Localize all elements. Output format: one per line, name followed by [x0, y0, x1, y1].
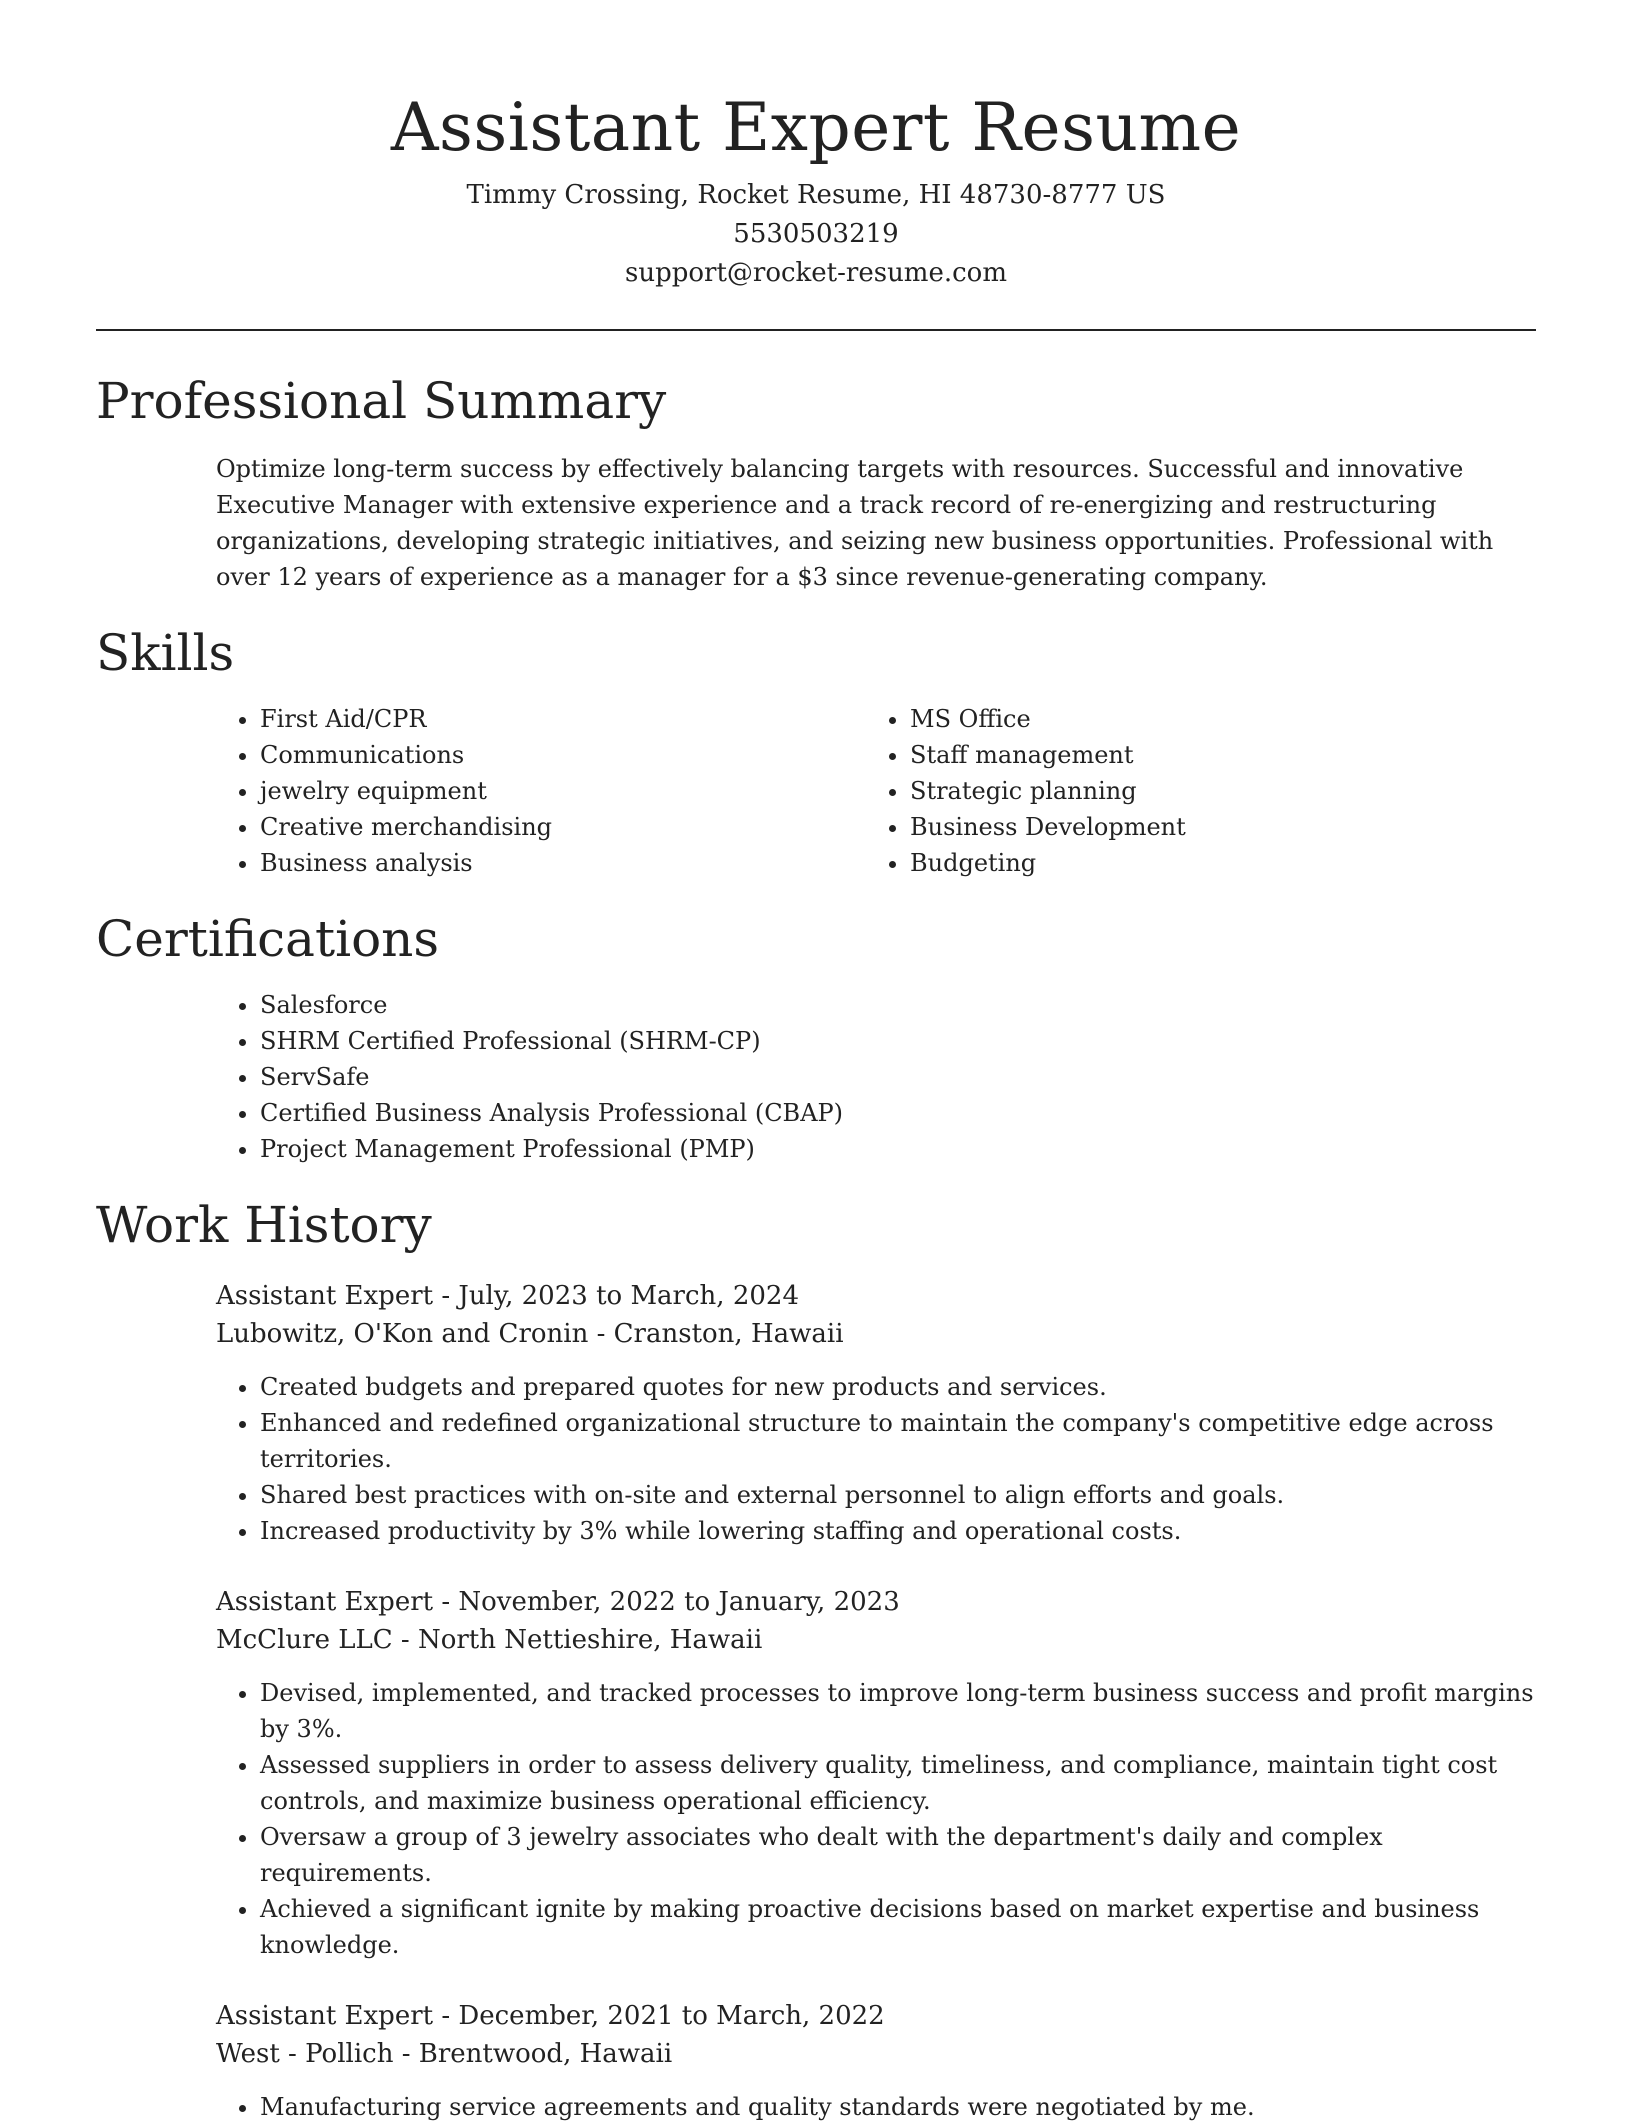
job-bullets [260, 1675, 1546, 1963]
certification-item: • SHRM Certified Professional (SHRM-CP) [260, 1023, 1536, 1059]
header-divider [96, 329, 1536, 331]
contact-phone: 5530503219 [733, 219, 899, 249]
skills-heading: Skills [96, 624, 235, 682]
contact-block [96, 176, 1536, 293]
contact-address: Timmy Crossing, Rocket Resume, HI 48730-8777 US [466, 180, 1166, 210]
work-history-heading: Work History [96, 1196, 432, 1254]
skills-list-right [910, 701, 1510, 881]
skill-item: • Budgeting [910, 845, 1510, 881]
certifications-list [260, 987, 1536, 1167]
certifications-heading: Certifications [96, 910, 440, 968]
job-company-location: Lubowitz, O'Kon and Cronin - Cranston, Hawaii [216, 1319, 844, 1349]
resume-title: Assistant Expert Resume [390, 89, 1242, 166]
job-entry [216, 1997, 1536, 2125]
job-bullet: • Oversaw a group of 3 jewelry associates who dealt with the department's daily and complex requirements. [260, 1819, 1546, 1891]
skill-item: • First Aid/CPR [260, 701, 910, 737]
job-role-dates: Assistant Expert - November, 2022 to January, 2023 [216, 1587, 900, 1617]
job-bullet: • Assessed suppliers in order to assess delivery quality, timeliness, and compliance, maintain tight cost controls, and maximize business operational efficiency. [260, 1747, 1546, 1819]
job-entry [216, 1583, 1536, 1963]
job-bullets [260, 1369, 1546, 1549]
summary-text: Optimize long-term success by effectively balancing targets with resources. Successful and innovative Executive Manager with extensive experience and a track record of re-energizing and restructuring organizations, developing strategic initiatives, and seizing new business opportunities. Professional with over 12 years of experience as a manager for a $3 since revenue-generating company. [216, 455, 1494, 591]
job-bullet: • Shared best practices with on-site and external personnel to align efforts and goals. [260, 1477, 1546, 1513]
skill-item: • Communications [260, 737, 910, 773]
contact-email: support@rocket-resume.com [624, 258, 1007, 288]
skill-item: • Staff management [910, 737, 1510, 773]
job-bullet: • Manufacturing service agreements and quality standards were negotiated by me. [260, 2089, 1546, 2125]
job-role-dates: Assistant Expert - December, 2021 to March, 2022 [216, 2001, 885, 2031]
skills-columns [96, 701, 1536, 881]
job-bullet: • Devised, implemented, and tracked processes to improve long-term business success and profit margins by 3%. [260, 1675, 1546, 1747]
skill-item: • MS Office [910, 701, 1510, 737]
certification-item: • Project Management Professional (PMP) [260, 1131, 1536, 1167]
summary-heading: Professional Summary [96, 372, 667, 430]
job-bullets [260, 2089, 1546, 2125]
skill-item: • jewelry equipment [260, 773, 910, 809]
skills-list-left [260, 701, 910, 881]
job-bullet: • Increased productivity by 3% while lowering staffing and operational costs. [260, 1513, 1546, 1549]
resume-page [96, 0, 1536, 2121]
skill-item: • Strategic planning [910, 773, 1510, 809]
skill-item: • Business analysis [260, 845, 910, 881]
resume-header [96, 0, 1536, 293]
job-bullet: • Achieved a significant ignite by making proactive decisions based on market expertise and business knowledge. [260, 1891, 1546, 1963]
certification-item: • ServSafe [260, 1059, 1536, 1095]
certification-item: • Salesforce [260, 987, 1536, 1023]
job-bullet: • Enhanced and redefined organizational structure to maintain the company's competitive edge across territories. [260, 1405, 1546, 1477]
skill-item: • Creative merchandising [260, 809, 910, 845]
certification-item: • Certified Business Analysis Professional (CBAP) [260, 1095, 1536, 1131]
job-role-dates: Assistant Expert - July, 2023 to March, 2024 [216, 1281, 799, 1311]
skill-item: • Business Development [910, 809, 1510, 845]
job-bullet: • Created budgets and prepared quotes for new products and services. [260, 1369, 1546, 1405]
job-company-location: McClure LLC - North Nettieshire, Hawaii [216, 1625, 763, 1655]
job-company-location: West - Pollich - Brentwood, Hawaii [216, 2039, 673, 2069]
job-entry [216, 1277, 1536, 1549]
